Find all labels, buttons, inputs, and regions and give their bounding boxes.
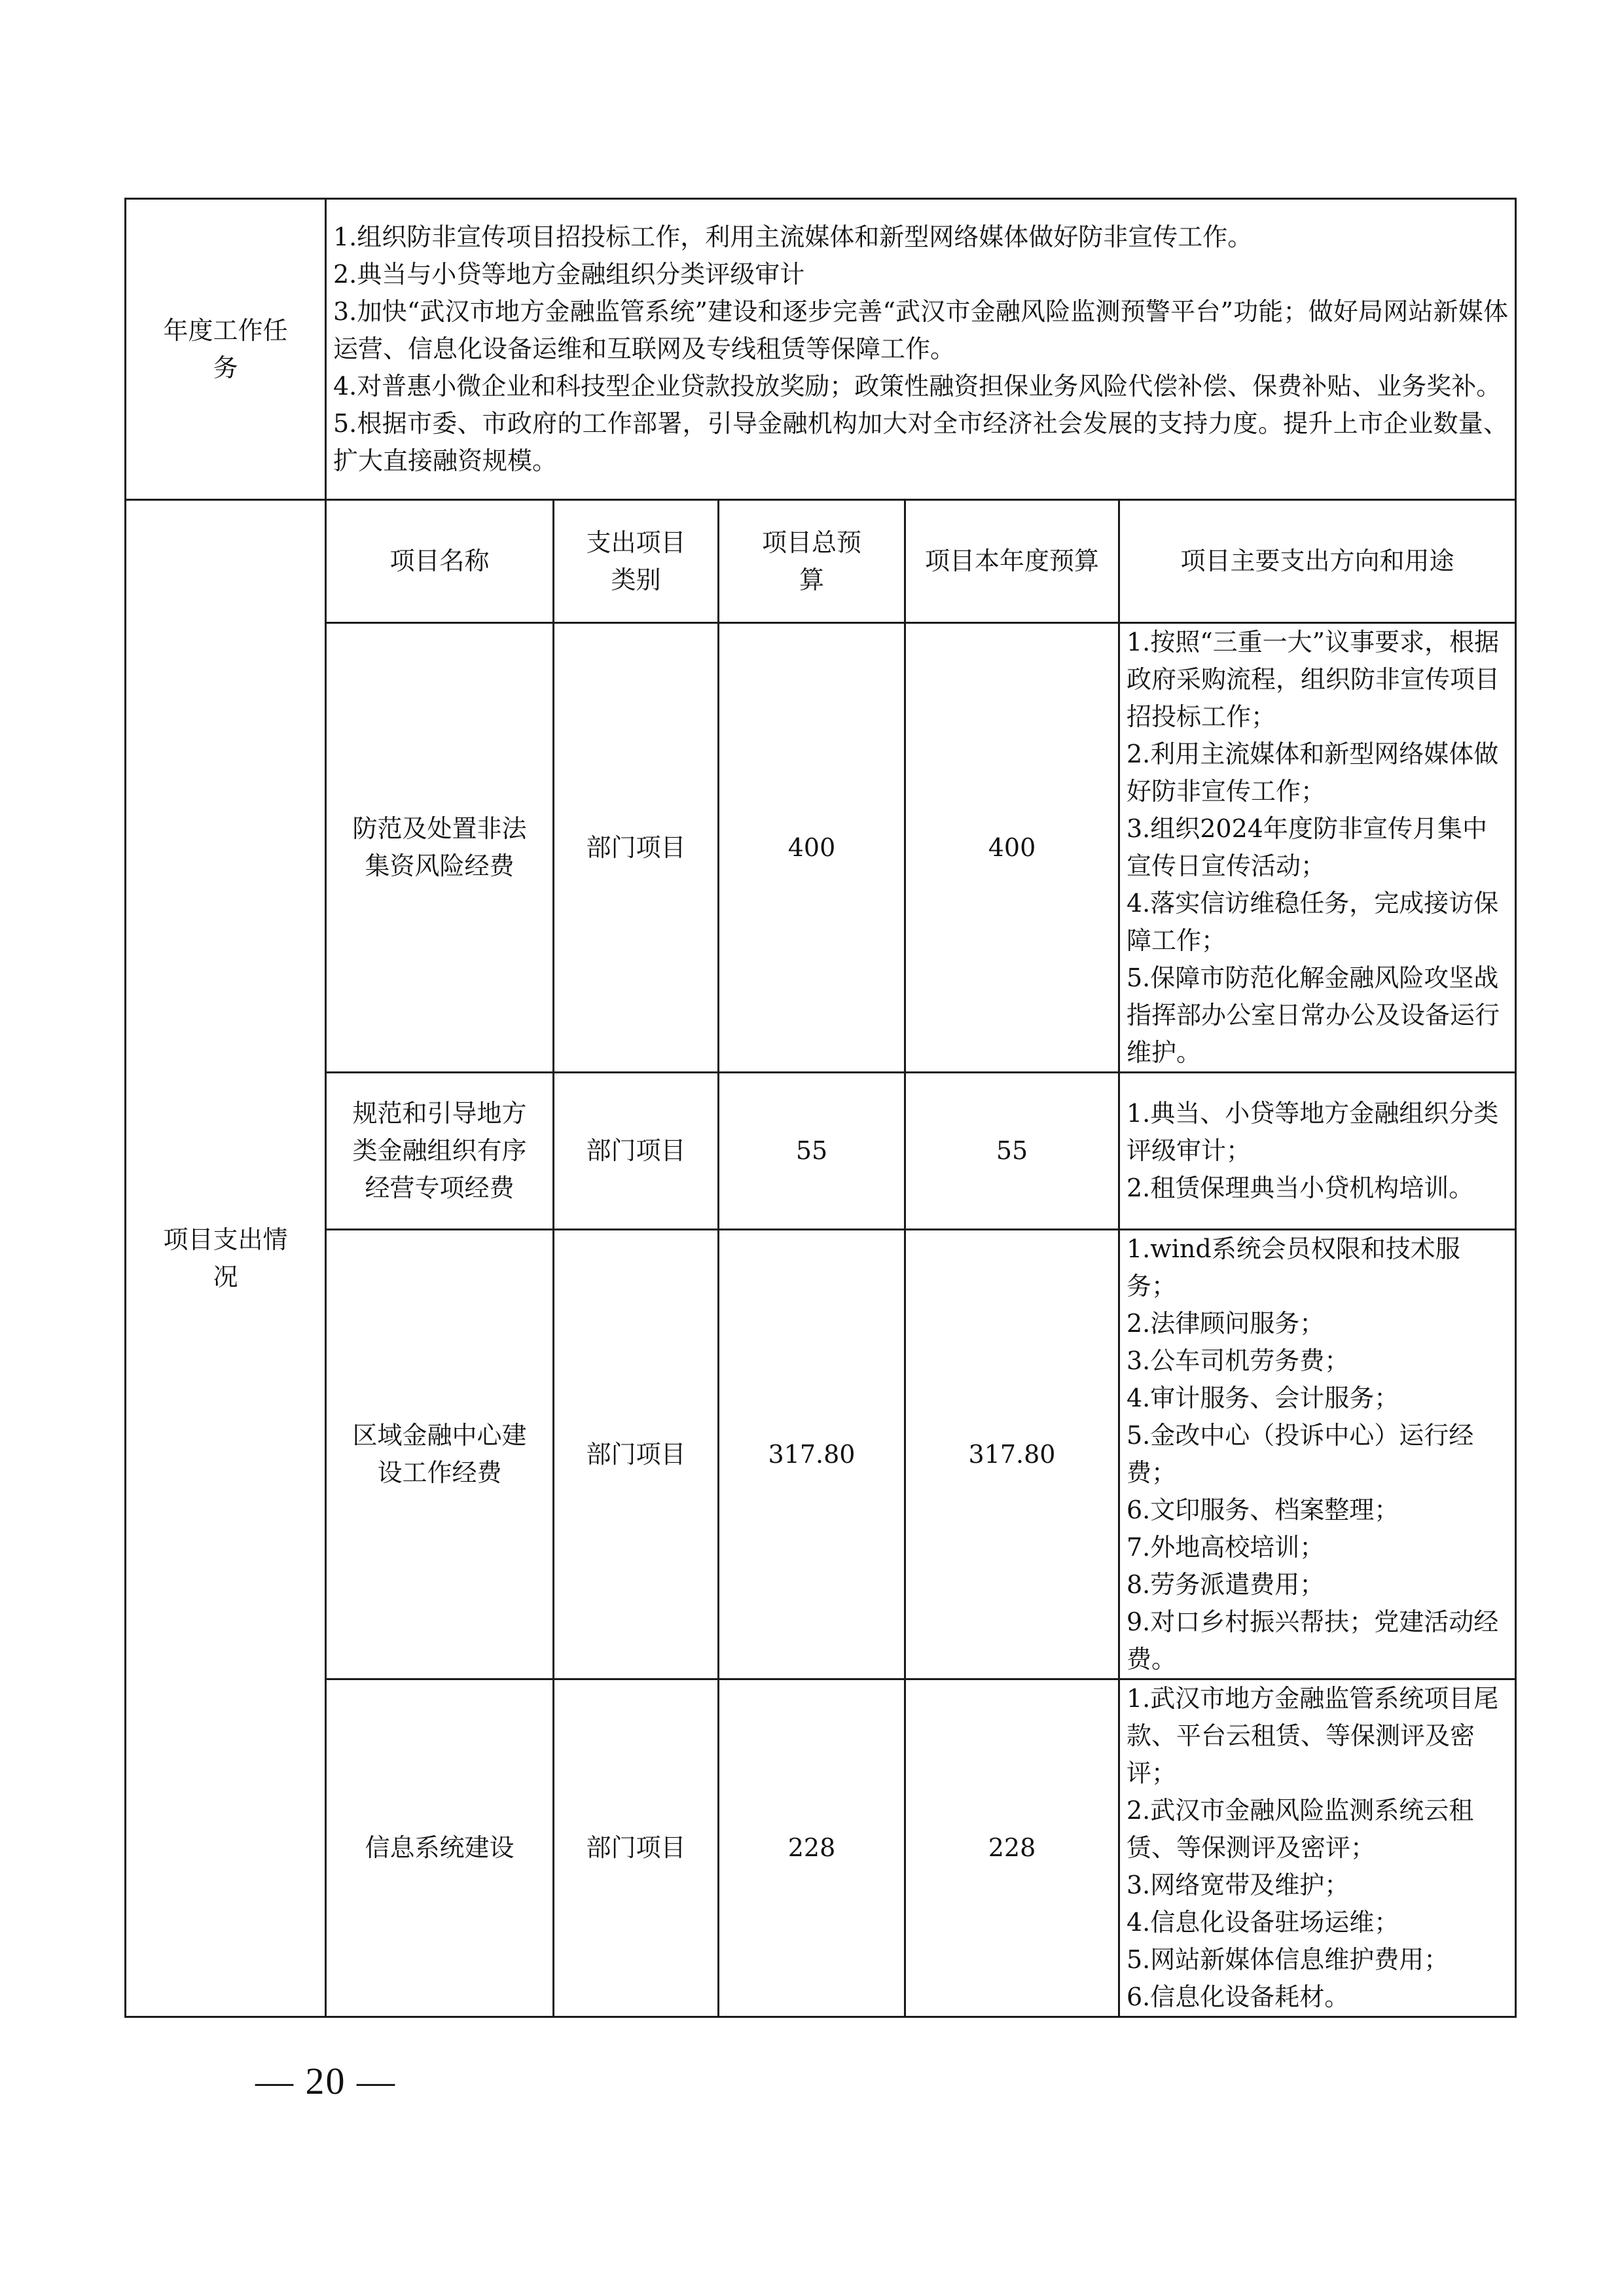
page-number: — 20 — <box>255 2060 396 2102</box>
use-item: 5.金改中心（投诉中心）运行经费； <box>1127 1421 1474 1487</box>
header-project-name: 项目名称 <box>326 500 554 623</box>
header-uses: 项目主要支出方向和用途 <box>1119 500 1516 623</box>
table-row <box>126 623 1516 1073</box>
use-item: 3.网络宽带及维护； <box>1127 1871 1350 1899</box>
use-item: 4.审计服务、会计服务； <box>1127 1384 1399 1412</box>
project-uses <box>1119 1679 1516 2017</box>
project-annual-budget: 400 <box>905 623 1119 1073</box>
project-category: 部门项目 <box>554 1230 719 1679</box>
project-section-label: 项目支出情况 <box>126 500 326 2017</box>
project-category: 部门项目 <box>554 1073 719 1230</box>
project-uses <box>1119 1073 1516 1230</box>
use-item: 8.劳务派遣费用； <box>1127 1570 1325 1599</box>
use-item: 2.租赁保理典当小贷机构培训。 <box>1127 1174 1474 1202</box>
project-total-budget: 400 <box>719 623 905 1073</box>
annual-task-row <box>126 199 1516 500</box>
project-annual-budget: 228 <box>905 1679 1119 2017</box>
project-total-budget: 317.80 <box>719 1230 905 1679</box>
project-uses <box>1119 623 1516 1073</box>
project-annual-budget: 55 <box>905 1073 1119 1230</box>
task-item: 2.典当与小贷等地方金融组织分类评级审计 <box>333 260 805 289</box>
use-item: 7.外地高校培训； <box>1127 1533 1325 1562</box>
project-total-budget: 228 <box>719 1679 905 2017</box>
use-item: 3.公车司机劳务费； <box>1127 1346 1350 1375</box>
use-item: 6.文印服务、档案整理； <box>1127 1496 1399 1524</box>
use-item: 1.典当、小贷等地方金融组织分类评级审计； <box>1127 1099 1499 1165</box>
project-name: 规范和引导地方类金融组织有序经营专项经费 <box>326 1073 554 1230</box>
use-item: 2.武汉市金融风险监测系统云租赁、等保测评及密评； <box>1127 1796 1474 1862</box>
use-item: 4.信息化设备驻场运维； <box>1127 1908 1399 1937</box>
table-row <box>126 1230 1516 1679</box>
use-item: 5.网站新媒体信息维护费用； <box>1127 1945 1449 1974</box>
annual-task-list <box>326 199 1516 500</box>
use-item: 1.按照“三重一大”议事要求，根据政府采购流程，组织防非宣传项目招投标工作； <box>1127 628 1500 731</box>
header-annual-budget: 项目本年度预算 <box>905 500 1119 623</box>
project-name: 防范及处置非法集资风险经费 <box>326 623 554 1073</box>
project-header-row <box>126 500 1516 623</box>
use-item: 4.落实信访维稳任务，完成接访保障工作； <box>1127 889 1499 955</box>
use-item: 6.信息化设备耗材。 <box>1127 1982 1350 2011</box>
use-item: 2.法律顾问服务； <box>1127 1309 1325 1338</box>
use-item: 9.对口乡村振兴帮扶；党建活动经费。 <box>1127 1607 1499 1674</box>
project-annual-budget: 317.80 <box>905 1230 1119 1679</box>
project-uses <box>1119 1230 1516 1679</box>
use-item: 1.wind系统会员权限和技术服务； <box>1127 1234 1460 1300</box>
use-item: 1.武汉市地方金融监管系统项目尾款、平台云租赁、等保测评及密评； <box>1127 1684 1499 1787</box>
table-row <box>126 1073 1516 1230</box>
header-total-budget: 项目总预算 <box>719 500 905 623</box>
table-row <box>126 1679 1516 2017</box>
project-name: 信息系统建设 <box>326 1679 554 2017</box>
budget-table <box>124 198 1517 2018</box>
use-item: 5.保障市防范化解金融风险攻坚战指挥部办公室日常办公及设备运行维护。 <box>1127 963 1500 1067</box>
task-item: 3.加快“武汉市地方金融监管系统”建设和逐步完善“武汉市金融风险监测预警平台”功能；做好局网站新媒体运营、信息化设备运维和互联网及专线租赁等保障工作。 <box>333 297 1508 363</box>
project-total-budget: 55 <box>719 1073 905 1230</box>
use-item: 3.组织2024年度防非宣传月集中宣传日宣传活动； <box>1127 814 1487 880</box>
annual-task-label: 年度工作任务 <box>126 199 326 500</box>
task-item: 4.对普惠小微企业和科技型企业贷款投放奖励；政策性融资担保业务风险代偿补偿、保费补贴、业务奖补。 <box>333 372 1502 401</box>
use-item: 2.利用主流媒体和新型网络媒体做好防非宣传工作； <box>1127 740 1499 806</box>
project-category: 部门项目 <box>554 1679 719 2017</box>
task-item: 1.组织防非宣传项目招投标工作，利用主流媒体和新型网络媒体做好防非宣传工作。 <box>333 223 1253 251</box>
header-category: 支出项目类别 <box>554 500 719 623</box>
project-category: 部门项目 <box>554 623 719 1073</box>
project-name: 区域金融中心建设工作经费 <box>326 1230 554 1679</box>
task-item: 5.根据市委、市政府的工作部署，引导金融机构加大对全市经济社会发展的支持力度。提升上市企业数量、扩大直接融资规模。 <box>333 409 1508 475</box>
